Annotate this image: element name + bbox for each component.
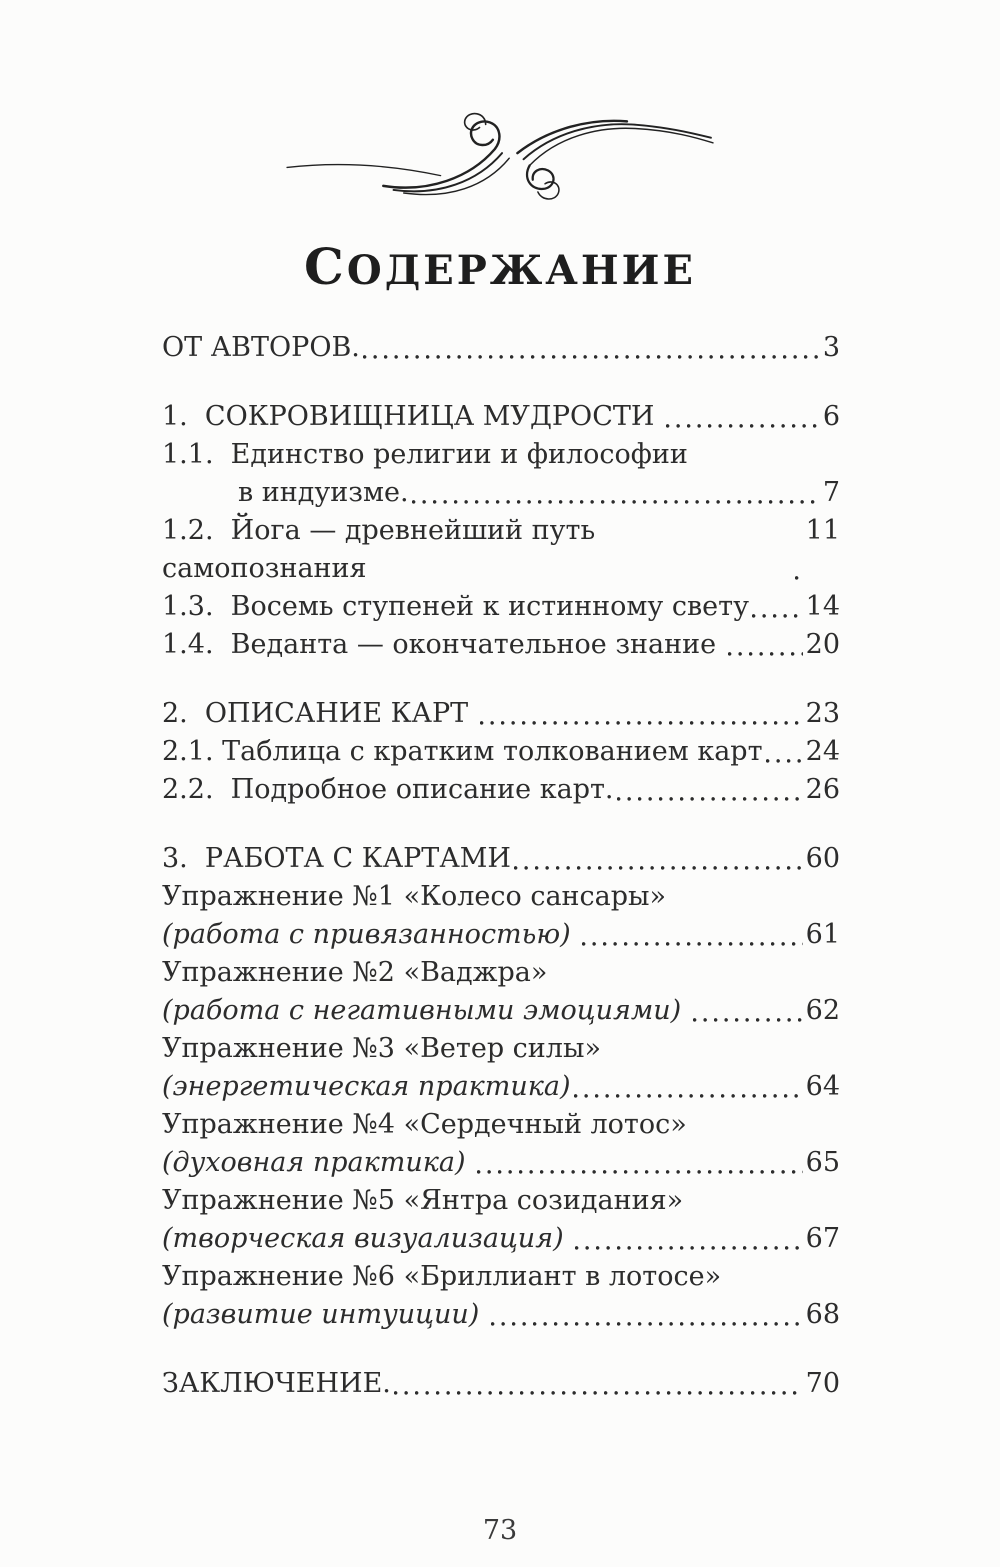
- toc-entry-label: (творческая визуализация): [162, 1223, 573, 1255]
- toc-entry: [162, 436, 840, 474]
- toc-page-number: 64: [805, 1071, 840, 1103]
- toc-page-number: 23: [805, 698, 840, 730]
- toc-entry-label: (духовная практика): [162, 1147, 475, 1179]
- toc-page-number: 6: [822, 401, 840, 433]
- toc-page-number: 61: [805, 919, 840, 951]
- dot-leader: [477, 695, 806, 733]
- dot-leader: [792, 512, 806, 588]
- dot-leader: [474, 1144, 806, 1182]
- toc-entry-label: Упражнение №6 «Бриллиант в лотосе»: [162, 1261, 722, 1293]
- dot-leader: [725, 626, 806, 664]
- toc-entry: [162, 398, 840, 436]
- toc-entry: [162, 733, 840, 771]
- toc-page-number: 24: [805, 736, 840, 768]
- toc-entry: [162, 1030, 840, 1068]
- toc-entry: [162, 771, 840, 809]
- toc-entry-label: (работа с негативными эмоциями): [162, 995, 690, 1027]
- toc-page-number: 26: [805, 774, 840, 806]
- toc-page-number: 60: [805, 843, 840, 875]
- toc-entry-label: Упражнение №5 «Янтра созидания»: [162, 1185, 684, 1217]
- dot-leader: [488, 1296, 806, 1334]
- dot-leader: [571, 1068, 806, 1106]
- toc-page-number: 7: [822, 477, 840, 509]
- toc-entry-subtitle: [162, 916, 840, 954]
- toc-entry-label: 2.2. Подробное описание карт.: [162, 774, 614, 806]
- toc-entry-subtitle: [162, 1144, 840, 1182]
- toc-entry: [162, 588, 840, 626]
- toc-entry-label: Упражнение №3 «Ветер силы»: [162, 1033, 601, 1065]
- toc-entry-label: 1.4. Веданта — окончательное знание: [162, 629, 725, 661]
- toc-entry: [162, 878, 840, 916]
- toc-page-number: 3: [822, 332, 840, 364]
- toc-page-number: 11: [805, 515, 840, 547]
- dot-leader: [749, 588, 806, 626]
- toc-entry-label: ОТ АВТОРОВ.: [162, 332, 360, 364]
- toc-entry-continuation: [162, 474, 840, 512]
- toc-entry-label: Упражнение №1 «Колесо сансары»: [162, 881, 667, 913]
- toc-entry-subtitle: [162, 1296, 840, 1334]
- toc-entry-label: (работа с привязанностью): [162, 919, 580, 951]
- dot-leader: [511, 840, 806, 878]
- dot-leader: [572, 1220, 805, 1258]
- toc-entry-label: 1.3. Восемь ступеней к истинному свету: [162, 591, 749, 623]
- page-number: 73: [482, 1515, 518, 1547]
- toc-entry-label: (развитие интуиции): [162, 1299, 488, 1331]
- toc-entry-label: в индуизме.: [238, 477, 409, 509]
- toc-page-number: 70: [805, 1368, 840, 1400]
- toc-entry: [162, 1106, 840, 1144]
- toc-entry-label: (энергетическая практика): [162, 1071, 571, 1103]
- toc-entry-subtitle: [162, 1220, 840, 1258]
- toc-entry: [162, 626, 840, 664]
- toc-entry: [162, 1365, 840, 1403]
- toc-entry: [162, 1258, 840, 1296]
- toc-entry-label: 1.2. Йога — древнейший путь самопознания: [162, 515, 604, 585]
- toc-page-number: 62: [805, 995, 840, 1027]
- toc-page-number: 20: [805, 629, 840, 661]
- toc-entry: [162, 1182, 840, 1220]
- dot-leader: [690, 992, 806, 1030]
- toc-entry-subtitle: [162, 1068, 840, 1106]
- toc-entry: [162, 954, 840, 992]
- toc-page-number: 65: [805, 1147, 840, 1179]
- dot-leader: [763, 733, 806, 771]
- toc-entry-subtitle: [162, 992, 840, 1030]
- dot-leader: [579, 916, 805, 954]
- dot-leader: [614, 771, 806, 809]
- toc-entry-label: ЗАКЛЮЧЕНИЕ.: [162, 1368, 391, 1400]
- toc-entry-label: 2.1. Таблица с кратким толкованием карт: [162, 736, 763, 768]
- page-title: СОДЕРЖАНИЕ: [304, 237, 696, 297]
- toc-entry: [162, 840, 840, 878]
- flourish-divider-icon: [285, 106, 715, 208]
- toc-page-number: 67: [805, 1223, 840, 1255]
- toc-entry: [162, 329, 840, 367]
- toc-entry: [162, 512, 840, 588]
- toc-entry-label: 3. РАБОТА С КАРТАМИ: [162, 843, 511, 875]
- toc-entry-label: Упражнение №2 «Ваджра»: [162, 957, 548, 989]
- dot-leader: [663, 398, 823, 436]
- toc-page-number: 14: [805, 591, 840, 623]
- toc-entry: [162, 695, 840, 733]
- toc-entry-label: 1. СОКРОВИЩНИЦА МУДРОСТИ: [162, 401, 663, 433]
- toc-entry-label: Упражнение №4 «Сердечный лотос»: [162, 1109, 687, 1141]
- toc-entry-label: 1.1. Единство религии и философии: [162, 439, 688, 471]
- table-of-contents: [162, 329, 840, 1403]
- dot-leader: [409, 474, 823, 512]
- toc-entry-label: 2. ОПИСАНИЕ КАРТ: [162, 698, 477, 730]
- dot-leader: [360, 329, 823, 367]
- toc-page-number: 68: [805, 1299, 840, 1331]
- dot-leader: [391, 1365, 806, 1403]
